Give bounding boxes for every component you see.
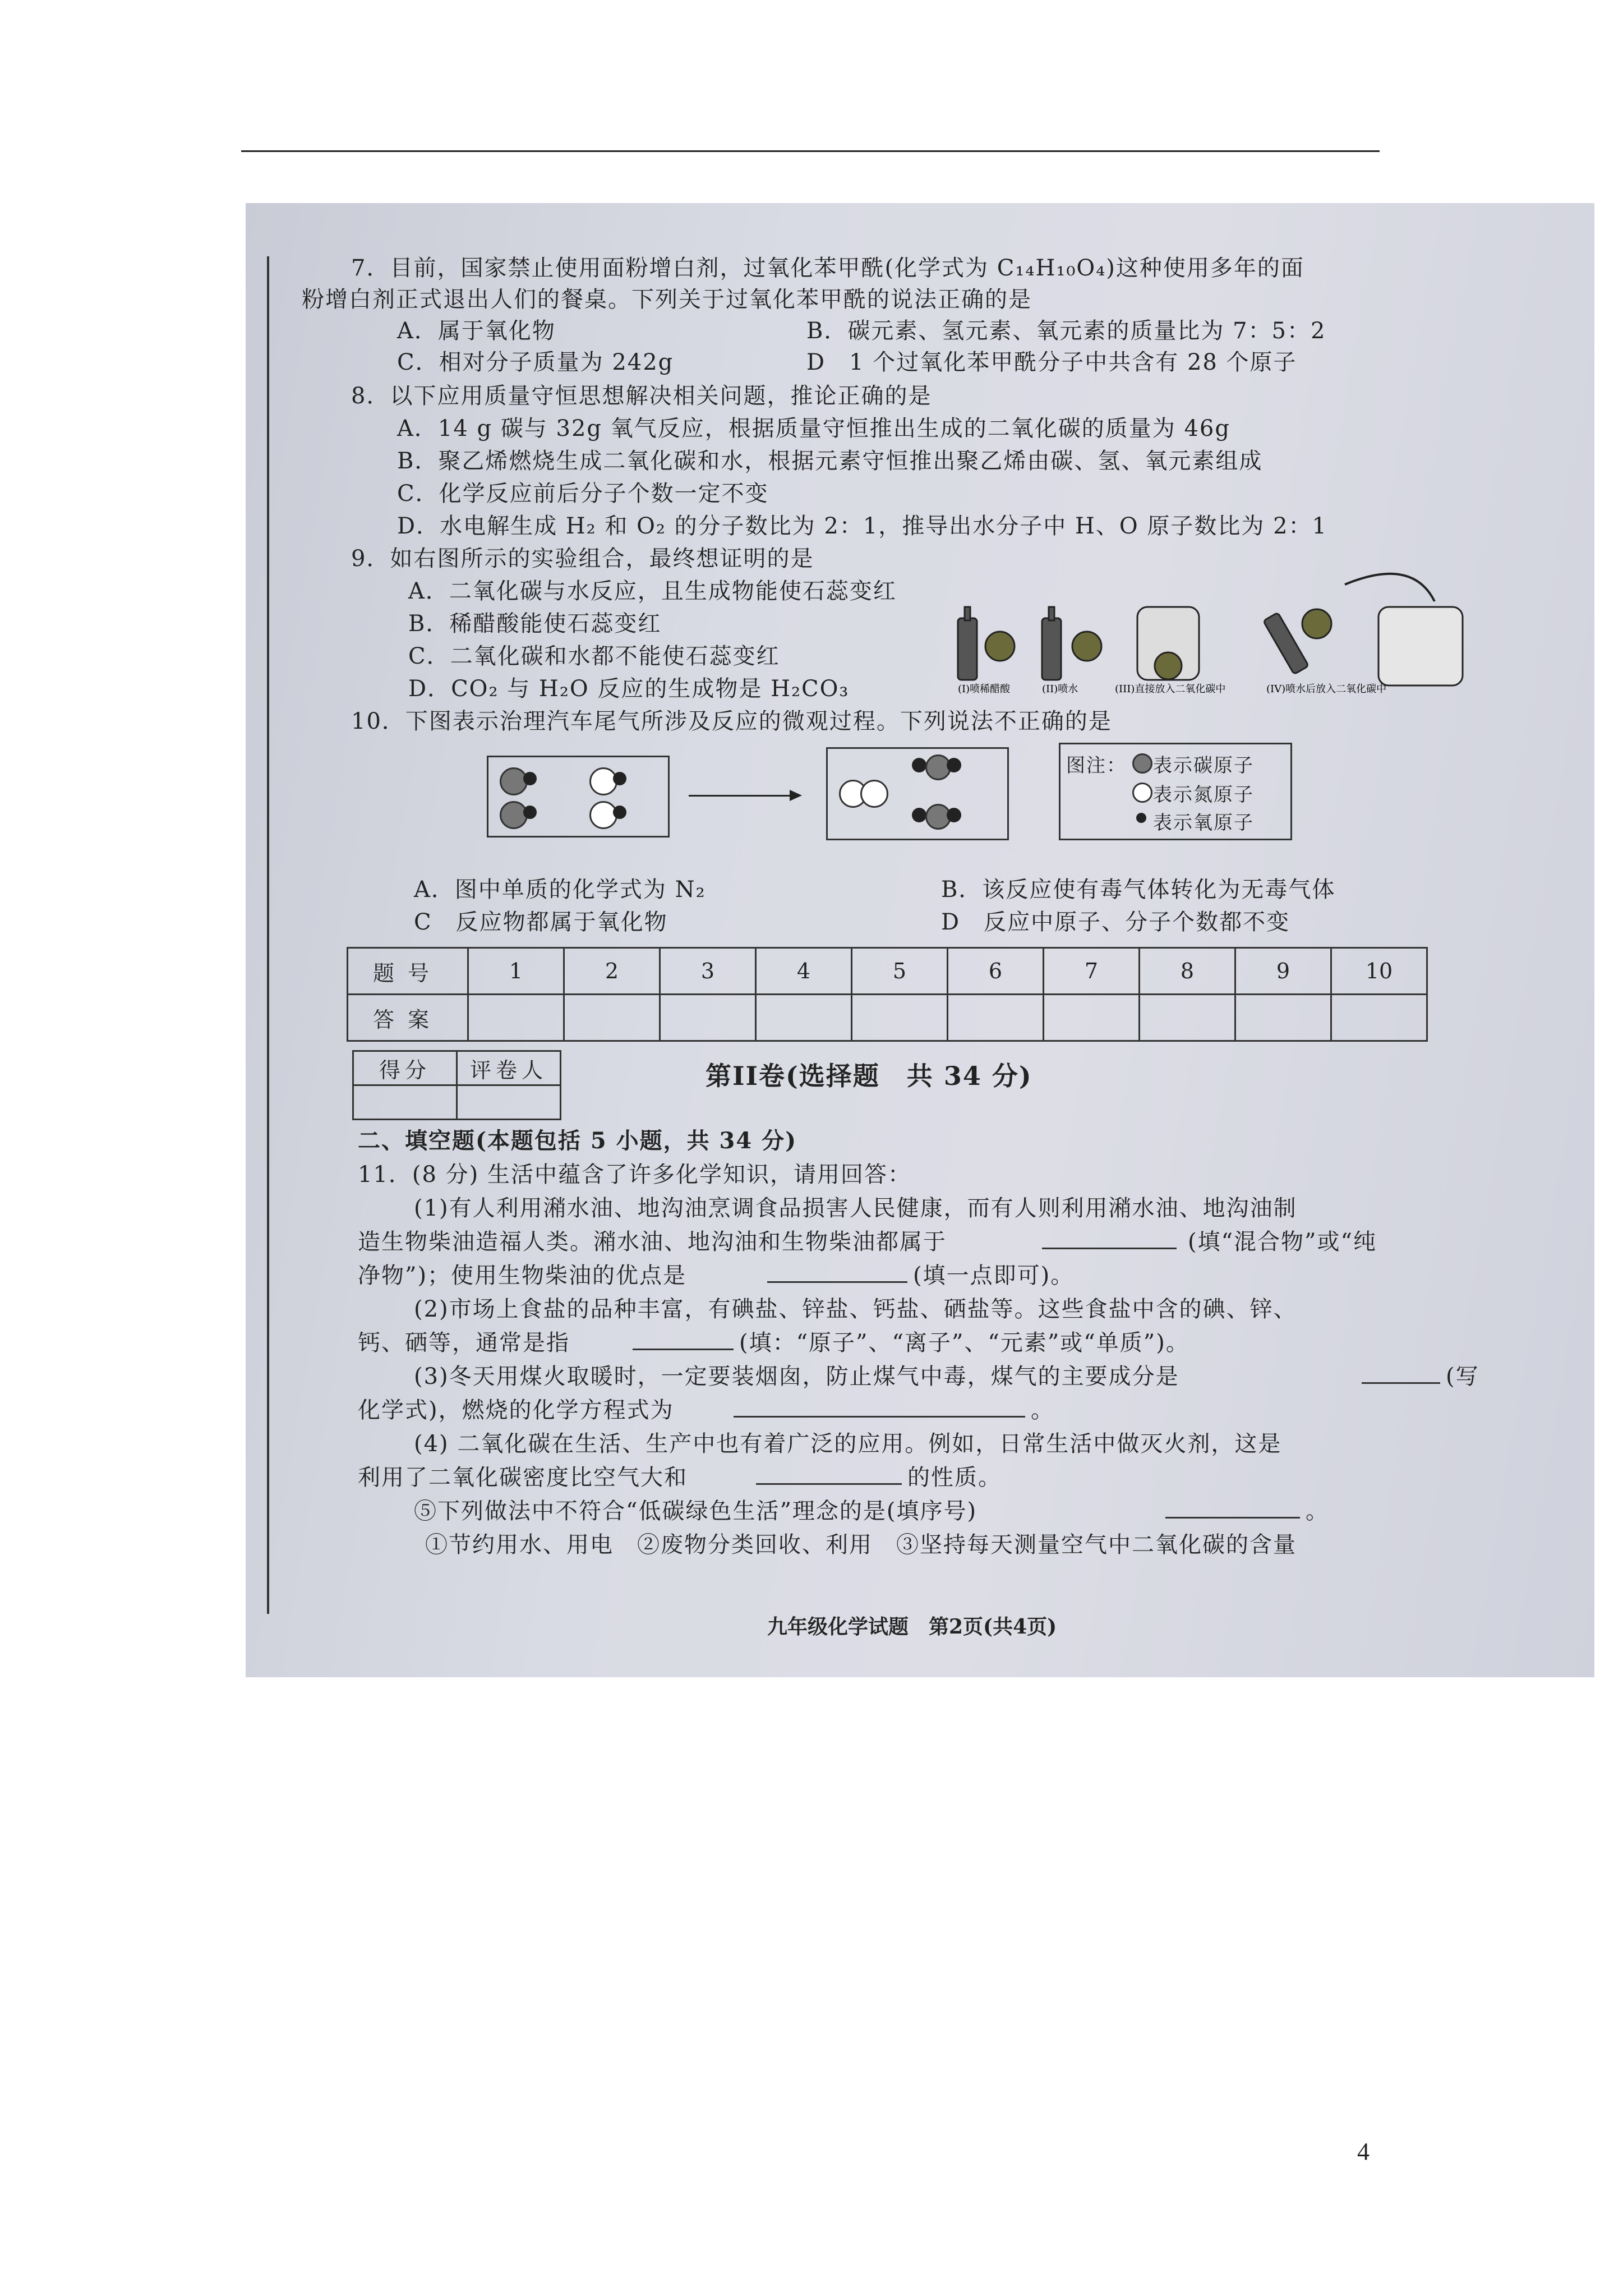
q11-p3-line2-end: 。 (1031, 1397, 1054, 1423)
section2-title: 第II卷(选择题 共 34 分) (706, 1061, 1032, 1091)
table-cell: 7 (1044, 948, 1140, 995)
fig-label-3: (III)直接放入二氧化碳中 (1115, 683, 1226, 695)
q10-option-d: D 反应中原子、分子个数都不变 (941, 909, 1290, 935)
q11-p3-line1: (3)冬天用煤火取暖时，一定要装烟囱，防止煤气中毒，煤气的主要成分是 (414, 1364, 1179, 1389)
page-number: 4 (1357, 2138, 1370, 2165)
table-cell: 5 (852, 948, 948, 995)
q7-option-a: A．属于氧化物 (397, 318, 556, 344)
q8-stem: 8．以下应用质量守恒思想解决相关问题，推论正确的是 (351, 383, 932, 409)
answer-cell-5[interactable] (852, 995, 948, 1041)
q11-p4-line1: (4) 二氧化碳在生活、生产中也有着广泛的应用。例如，日常生活中做灭火剂，这是 (414, 1431, 1282, 1457)
q11-blank-3[interactable] (633, 1349, 734, 1350)
q7-option-c: C．相对分子质量为 242g (397, 349, 674, 375)
q10-option-a: A．图中单质的化学式为 N₂ (414, 877, 706, 903)
q11-p5-line1-end: 。 (1306, 1498, 1329, 1524)
q11-p1-line2-end: (填“混合物”或“纯 (1188, 1229, 1377, 1255)
answer-cell-4[interactable] (756, 995, 852, 1041)
answer-cell-7[interactable] (1044, 995, 1140, 1041)
table-cell: 1 (468, 948, 564, 995)
q10-option-c: C 反应物都属于氧化物 (414, 909, 668, 935)
table-cell: 3 (660, 948, 756, 995)
q8-option-d: D．水电解生成 H₂ 和 O₂ 的分子数比为 2：1，推导出水分子中 H、O 原子数比为 2：1 (397, 513, 1328, 539)
q11-p3-line2: 化学式)，燃烧的化学方程式为 (358, 1397, 674, 1423)
q7-option-b: B．碳元素、氢元素、氧元素的质量比为 7：5：2 (806, 318, 1326, 344)
header-rule (241, 150, 1380, 152)
legend-box (1059, 743, 1292, 840)
answer-table-answer-row (348, 995, 1427, 1041)
products-box (826, 747, 1009, 840)
fig-label-1: (I)喷稀醋酸 (958, 683, 1011, 695)
scanned-exam-page (246, 203, 1594, 1677)
q10-option-b: B．该反应使有毒气体转化为无毒气体 (941, 877, 1336, 903)
q7-option-d: D 1 个过氧化苯甲酰分子中共含有 28 个原子 (806, 349, 1297, 375)
exam-footer: 九年级化学试题 第2页(共4页) (767, 1615, 1057, 1639)
answer-cell-9[interactable] (1235, 995, 1331, 1041)
q11-blank-7[interactable] (1165, 1517, 1300, 1519)
answer-cell-3[interactable] (660, 995, 756, 1041)
answer-cell-6[interactable] (948, 995, 1044, 1041)
q9-stem: 9．如右图所示的实验组合，最终想证明的是 (351, 546, 814, 572)
q8-option-b: B．聚乙烯燃烧生成二氧化碳和水，根据元素守恒推出聚乙烯由碳、氢、氧元素组成 (397, 448, 1263, 474)
q8-option-a: A．14 g 碳与 32g 氧气反应，根据质量守恒推出生成的二氧化碳的质量为 46g (397, 416, 1230, 441)
q9-option-b: B．稀醋酸能使石蕊变红 (408, 611, 662, 637)
grader-header: 评卷人 (457, 1051, 561, 1085)
q11-p2-line2-end: (填：“原子”、“离子”、“元素”或“单质”)。 (739, 1330, 1189, 1356)
q11-blank-1[interactable] (1042, 1248, 1177, 1249)
q11-p1-line2: 造生物柴油造福人类。潲水油、地沟油和生物柴油都属于 (358, 1229, 947, 1255)
q7-stem-line2: 粉增白剂正式退出人们的餐桌。下列关于过氧化苯甲酰的说法正确的是 (302, 287, 1032, 312)
q11-p5-line1: ⑤下列做法中不符合“低碳绿色生活”理念的是(填序号) (414, 1498, 978, 1524)
q9-option-c: C．二氧化碳和水都不能使石蕊变红 (408, 643, 780, 669)
q11-p3-line1-end: (写 (1446, 1364, 1479, 1389)
reactants-box (487, 756, 670, 838)
table-cell: 6 (948, 948, 1044, 995)
section2-heading: 二、填空题(本题包括 5 小题，共 34 分) (358, 1128, 797, 1154)
legend-title: 图注： (1066, 754, 1127, 777)
q9-option-a: A．二氧化碳与水反应，且生成物能使石蕊变红 (408, 578, 897, 604)
q11-blank-2[interactable] (767, 1281, 907, 1283)
table-cell: 2 (564, 948, 660, 995)
answer-table-number-row (348, 948, 1427, 995)
q7-stem-line1: 7．目前，国家禁止使用面粉增白剂，过氧化苯甲酰(化学式为 C₁₄H₁₀O₄)这种使用多年的面 (351, 255, 1304, 281)
q11-p1-line3: 净物”)；使用生物柴油的优点是 (358, 1263, 687, 1289)
q11-p4-line2-end: 的性质。 (907, 1465, 1002, 1490)
legend-nitrogen: 表示氮原子 (1153, 784, 1254, 806)
reaction-arrow (689, 795, 795, 797)
q11-p4-line2: 利用了二氧化碳密度比空气大和 (358, 1465, 688, 1490)
q11-p1-line3-end: (填一点即可)。 (913, 1263, 1075, 1289)
q11-intro: 11．(8 分) 生活中蕴含了许多化学知识，请用回答： (358, 1162, 911, 1188)
q11-blank-4[interactable] (1362, 1382, 1440, 1384)
q11-p2-line1: (2)市场上食盐的品种丰富，有碘盐、锌盐、钙盐、硒盐等。这些食盐中含的碘、锌、 (414, 1296, 1297, 1322)
grader-cell[interactable] (457, 1085, 561, 1120)
q8-option-c: C．化学反应前后分子个数一定不变 (397, 481, 769, 507)
q9-option-d: D．CO₂ 与 H₂O 反应的生成物是 H₂CO₃ (408, 676, 850, 702)
q11-p2-line2: 钙、硒等，通常是指 (358, 1330, 570, 1356)
table-cell: 4 (756, 948, 852, 995)
answer-cell-8[interactable] (1140, 995, 1235, 1041)
score-cell[interactable] (353, 1085, 457, 1120)
answer-table (347, 947, 1428, 1042)
q10-stem: 10．下图表示治理汽车尾气所涉及反应的微观过程。下列说法不正确的是 (351, 708, 1112, 734)
table-cell: 10 (1331, 948, 1427, 995)
answer-cell-10[interactable] (1331, 995, 1427, 1041)
fig-label-2: (II)喷水 (1042, 683, 1078, 695)
q9-experiment-figure (952, 562, 1513, 697)
answer-cell-2[interactable] (564, 995, 660, 1041)
reaction-arrowhead (790, 790, 802, 801)
header-answer: 答案 (348, 995, 468, 1041)
q11-p1-line1: (1)有人利用潲水油、地沟油烹调食品损害人民健康，而有人则利用潲水油、地沟油制 (414, 1195, 1297, 1221)
score-header: 得分 (353, 1051, 457, 1085)
legend-carbon: 表示碳原子 (1153, 754, 1254, 777)
table-cell: 9 (1235, 948, 1331, 995)
header-question-number: 题号 (348, 948, 468, 995)
score-table (352, 1050, 561, 1120)
fig-label-4: (IV)喷水后放入二氧化碳中 (1266, 683, 1387, 695)
answer-cell-1[interactable] (468, 995, 564, 1041)
q11-blank-6[interactable] (756, 1483, 902, 1485)
q11-blank-5[interactable] (734, 1416, 1025, 1418)
q11-p5-options: ①节约用水、用电 ②废物分类回收、利用 ③坚持每天测量空气中二氧化碳的含量 (425, 1532, 1297, 1558)
legend-oxygen: 表示氧原子 (1153, 812, 1254, 834)
table-cell: 8 (1140, 948, 1235, 995)
margin-line (267, 256, 269, 1614)
